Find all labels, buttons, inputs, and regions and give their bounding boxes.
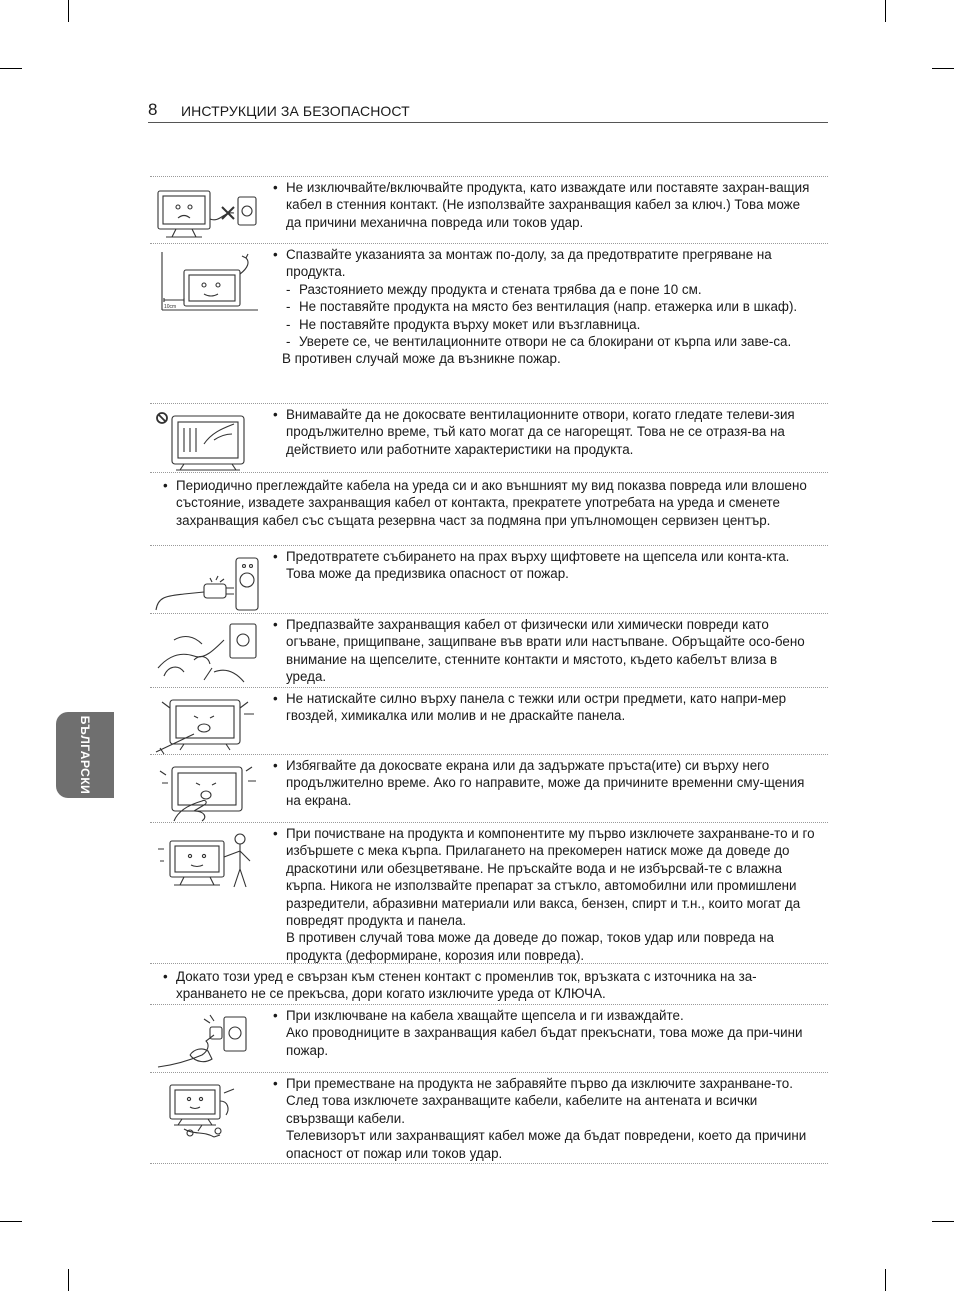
instruction-bullet: • При изключване на кабела хващайте щепсела и ги изваждайте.	[286, 1007, 816, 1024]
page-number: 8	[148, 100, 158, 119]
instruction-bullet: • Предотвратете събирането на прах върху щифтовете на щепсела или конта-кта.	[286, 548, 816, 565]
list-item	[150, 614, 828, 688]
list-item	[150, 688, 828, 755]
language-side-tab	[56, 712, 114, 798]
instruction-bullet: • Внимавайте да не докосвате вентилационните отвори, когато гледате телеви-зия продължително време, тъй като могат да се нагорещят. Това не се отразя-ва на действието или работните характеристики на продукта.	[286, 406, 816, 458]
instruction-note: В противен случай може да възникне пожар.	[282, 351, 561, 367]
list-item	[150, 176, 828, 244]
person-cleaning-tv-icon	[154, 829, 262, 891]
safety-instructions-list	[150, 176, 828, 1164]
crop-mark	[885, 0, 886, 22]
hand-touch-vents-icon	[154, 410, 262, 472]
instruction-bullet: • Периодично преглеждайте кабела на уреда си и ако външният му вид показва повреда или влошено състояние, извадете захранващия кабел от контакта, прекратете употребата на уреда и сменете захранващия кабел със същата резервна част за подмяна при упълномощен сервизен център.	[176, 477, 816, 529]
crop-mark	[932, 1221, 954, 1222]
instruction-note: Ако проводниците в захранващия кабел бъдат прекъснати, това може да при-чини пожар.	[286, 1025, 803, 1058]
instruction-bullet: • Избягвайте да докосвате екрана или да задържате пръста(ите) си върху него продължително време. Ако го направите, може да причините временни сму-щения на екрана.	[286, 757, 816, 809]
crop-mark	[885, 1269, 886, 1291]
list-item	[150, 404, 828, 473]
instruction-bullet: • Докато този уред е свързан към стенен контакт с променлив ток, връзката с източника на за-хранването не се прекъсва, дори когато изключите уреда от КЛЮЧА.	[176, 968, 816, 1003]
finger-on-screen-icon	[154, 761, 262, 823]
page-title: ИНСТРУКЦИИ ЗА БЕЗОПАСНОСТ	[181, 103, 410, 119]
dusty-plug-icon	[154, 552, 262, 614]
crop-mark	[0, 1221, 22, 1222]
list-item	[150, 1073, 828, 1164]
list-item	[150, 755, 828, 823]
list-item	[150, 823, 828, 964]
page-header	[148, 100, 828, 123]
list-item	[150, 964, 828, 1005]
instruction-bullet: • При преместване на продукта не забравяйте първо да изключите захранване-то. След това изключете захранващите кабели, кабелите на антената и всички свързващи кабели.	[286, 1075, 816, 1127]
cable-damage-icon	[154, 620, 262, 686]
list-item	[150, 1005, 828, 1073]
instruction-subitem: - Не поставяйте продукта на място без вентилация (напр. етажерка или в шкаф).	[299, 298, 816, 315]
instruction-subitem: - Разстоянието между продукта и стената трябва да е поне 10 см.	[299, 281, 816, 298]
instruction-note: В противен случай това може да доведе до пожар, токов удар или повреда на продукта (деформиране, корозия или повреда).	[286, 930, 774, 963]
hand-pull-plug-icon	[154, 1011, 262, 1073]
instruction-bullet: • При почистване на продукта и компонентите му първо изключете захранване-то и го избършете с мека кърпа. Прилагането на прекомерен натиск може да доведе до драскотини или обезцветяване. Не пръскайте вода и не избърсвай-те с влажна кърпа. Никога не използвайте препарат за стъкло, автомобилни или промишлени разредители, абразивни материали или вакса, бензен, спирт и т.н., които могат да повредят продукта и панела.	[286, 825, 816, 929]
distance-label: 10cm	[164, 304, 177, 310]
instruction-subitem: - Уверете се, че вентилационните отвори не са блокирани от кърпа или заве-са.	[299, 333, 816, 350]
instruction-bullet: • Предпазвайте захранващия кабел от физически или химически повреди като огъване, прищипване, защипване във врати или настъпване. Обръщайте осо-бено внимание на щепселите, стенните контакти и мястото, където кабелът влиза в уреда.	[286, 616, 816, 686]
crop-mark	[0, 68, 22, 69]
tv-unplug-cable-icon	[154, 183, 262, 241]
instruction-bullet: • Не изключвайте/включвайте продукта, като изваждате или поставяте захран-ващия кабел в стенния контакт. (Не използвайте захранващия кабел за ключ.) Това може да причини механична повреда или токов удар.	[286, 179, 816, 231]
tv-disconnect-cables-icon	[154, 1079, 262, 1141]
instruction-note: Телевизорът или захранващият кабел може да бъдат повредени, което да причини опасност от пожар или токов удар.	[286, 1128, 807, 1161]
tv-scratch-icon	[154, 694, 262, 756]
crop-mark	[68, 1269, 69, 1291]
crop-mark	[68, 0, 69, 22]
instruction-bullet: • Не натискайте силно върху панела с тежки или остри предмети, като напри-мер гвоздей, химикалка или молив и не драскайте панела.	[286, 690, 816, 725]
instruction-subitem: - Не поставяйте продукта върху мокет или възглавница.	[299, 316, 816, 333]
list-item	[150, 546, 828, 614]
instruction-bullet: • Спазвайте указанията за монтаж по-долу, за да предотвратите прегряване на продукта.	[286, 246, 816, 281]
instruction-note: Това може да предизвика опасност от пожар.	[286, 566, 569, 582]
list-item	[150, 473, 828, 546]
list-item	[150, 244, 828, 404]
side-tab-label: БЪЛГАРСКИ	[78, 715, 92, 795]
tv-wall-distance-icon	[154, 250, 262, 316]
crop-mark	[932, 68, 954, 69]
